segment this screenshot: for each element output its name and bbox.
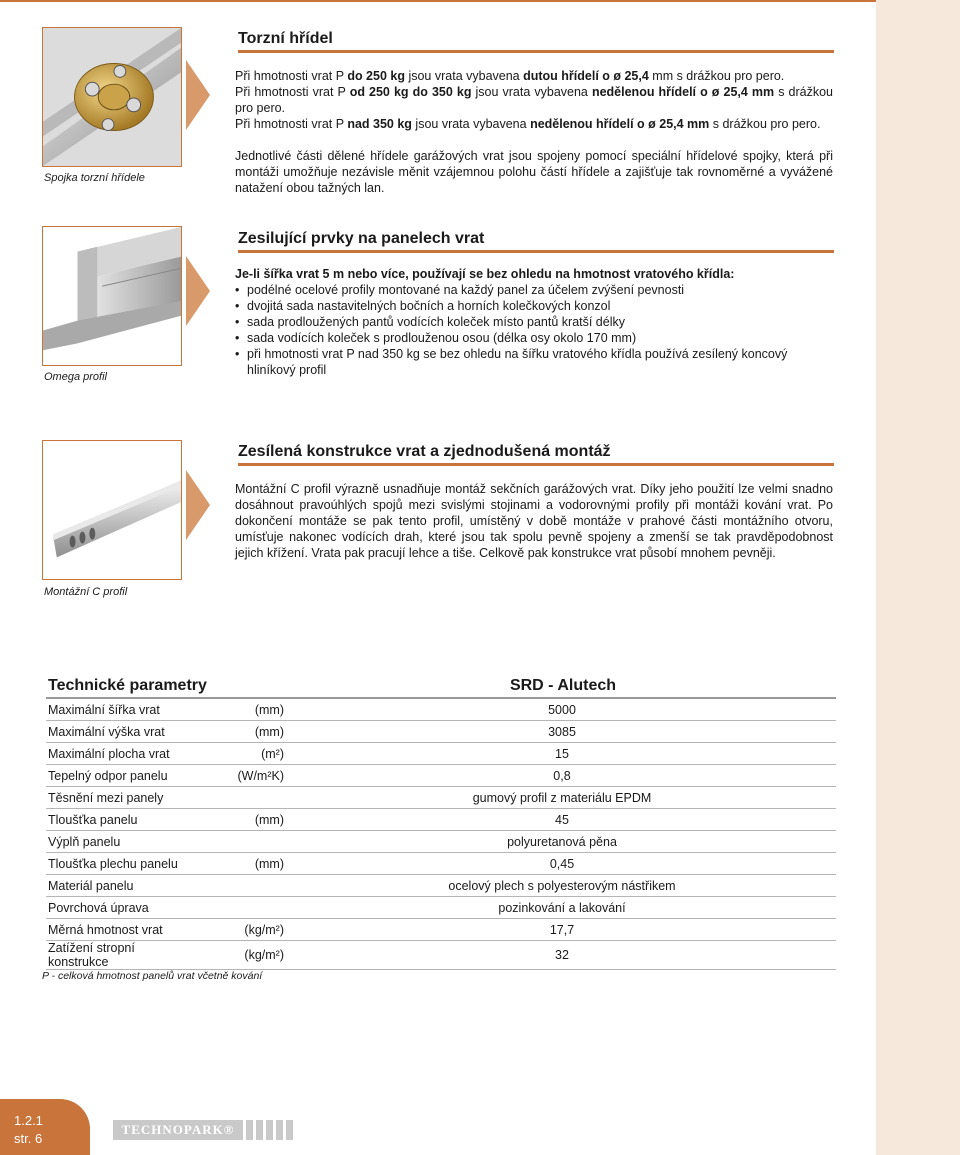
list-item: • sada vodících koleček s prodlouženou osou (délka osy okolo 170 mm) (235, 330, 833, 346)
section-number: 1.2.1 (14, 1113, 43, 1128)
param-label: Těsnění mezi panely (46, 787, 200, 809)
param-unit: (kg/m²) (200, 941, 288, 970)
section-title-shaft: Torzní hřídel (238, 30, 834, 53)
shaft-rule-1: Při hmotnosti vrat P do 250 kg jsou vrata vybavena dutou hřídelí o ø 25,4 mm s drážkou pro pero. (235, 69, 785, 83)
param-label: Zatížení stropní konstrukce (46, 941, 200, 970)
arrow-right-icon (186, 60, 210, 130)
tech-params-table (46, 674, 836, 970)
table-row (46, 809, 836, 831)
mount-description: Montážní C profil výrazně usnadňuje montáž sekčních garážových vrat. Díky jeho použití lze velmi snadno dosáhnout pravoúhlých spojů mezi svislými stojinami a vodorovnými profily při montáži kování vrat. Po dokončení montáže se pak tento profil, umístěný v době montáže v prahové části montážního otvoru, umísťuje nakonec vodících drah, které jsou tak spolu pevně spojeny a zmenší se tak pravděpodobnost jejich křížení. Vrata pak pracují lehce a tiše. Celkově pak konstrukce vrat působí mnohem pevněji. (235, 482, 833, 560)
param-unit (200, 831, 288, 853)
param-value: ocelový plech s polyesterovým nástřikem (288, 875, 836, 897)
param-unit: (mm) (200, 721, 288, 743)
table-row (46, 743, 836, 765)
param-value: 17,7 (288, 919, 836, 941)
param-unit (200, 897, 288, 919)
table-row (46, 875, 836, 897)
param-label: Tloušťka plechu panelu (46, 853, 200, 875)
table-row (46, 787, 836, 809)
param-label: Maximální šířka vrat (46, 698, 200, 721)
param-unit (200, 787, 288, 809)
shaft-rule-2: Při hmotnosti vrat P od 250 kg do 350 kg jsou vrata vybavena nedělenou hřídelí o ø 25,4 mm s drážkou pro pero. (235, 85, 833, 115)
table-row (46, 765, 836, 787)
param-value: 15 (288, 743, 836, 765)
arrow-right-icon (186, 470, 210, 540)
table-row (46, 853, 836, 875)
reinforce-intro: Je-li šířka vrat 5 m nebo více, používají se bez ohledu na hmotnost vratového křídla: (235, 267, 735, 281)
section-title-reinforce: Zesilující prvky na panelech vrat (238, 230, 834, 253)
param-label: Měrná hmotnost vrat (46, 919, 200, 941)
table-row (46, 721, 836, 743)
table-row (46, 897, 836, 919)
page-number-tab (0, 1099, 90, 1155)
param-value: 5000 (288, 698, 836, 721)
param-unit: (mm) (200, 698, 288, 721)
param-label: Výplň panelu (46, 831, 200, 853)
param-label: Maximální plocha vrat (46, 743, 200, 765)
param-unit (200, 875, 288, 897)
shaft-coupling-photo (42, 27, 182, 167)
param-label: Materiál panelu (46, 875, 200, 897)
footnote: P - celková hmotnost panelů vrat včetně kování (42, 970, 263, 982)
arrow-right-icon (186, 256, 210, 326)
param-label: Tepelný odpor panelu (46, 765, 200, 787)
table-header-row (46, 674, 836, 698)
param-value: 0,45 (288, 853, 836, 875)
param-value: gumový profil z materiálu EPDM (288, 787, 836, 809)
mounting-c-profile-photo (42, 440, 182, 580)
table-header-label: Technické parametry (46, 674, 288, 698)
table-header-model: SRD - Alutech (288, 674, 836, 698)
brand-stripes (246, 1120, 293, 1140)
table-row (46, 941, 836, 970)
list-item: • dvojitá sada nastavitelných bočních a horních kolečkových konzol (235, 298, 833, 314)
param-label: Maximální výška vrat (46, 721, 200, 743)
reinforce-list (235, 282, 833, 378)
top-rule (0, 0, 876, 2)
param-unit: (mm) (200, 809, 288, 831)
omega-profile-caption: Omega profil (44, 371, 107, 383)
param-unit: (W/m²K) (200, 765, 288, 787)
param-label: Povrchová úprava (46, 897, 200, 919)
shaft-weight-rules (235, 68, 833, 132)
param-value: pozinkování a lakování (288, 897, 836, 919)
section-title-mount: Zesílená konstrukce vrat a zjednodušená montáž (238, 443, 834, 466)
right-margin-band (876, 0, 960, 1155)
param-label: Tloušťka panelu (46, 809, 200, 831)
param-unit: (m²) (200, 743, 288, 765)
param-value: polyuretanová pěna (288, 831, 836, 853)
param-value: 32 (288, 941, 836, 970)
shaft-description: Jednotlivé části dělené hřídele garážových vrat jsou spojeny pomocí speciální hřídelové spojky, která při montáži umožňuje nezávisle měnit vzájemnou polohu částí hřídele a zajišťuje tak rovnoměrné a vyvážené natažení obou tažných lan. (235, 149, 833, 195)
param-value: 3085 (288, 721, 836, 743)
shaft-rule-3: Při hmotnosti vrat P nad 350 kg jsou vrata vybavena nedělenou hřídelí o ø 25,4 mm s drážkou pro pero. (235, 117, 821, 131)
shaft-coupling-caption: Spojka torzní hřídele (44, 172, 145, 184)
param-value: 0,8 (288, 765, 836, 787)
list-item: • při hmotnosti vrat P nad 350 kg se bez ohledu na šířku vratového křídla používá zesílený koncový hliníkový profil (235, 346, 833, 378)
table-row (46, 698, 836, 721)
table-row (46, 919, 836, 941)
page-number: str. 6 (14, 1131, 43, 1146)
table-row (46, 831, 836, 853)
mounting-c-profile-caption: Montážní C profil (44, 586, 128, 598)
param-value: 45 (288, 809, 836, 831)
param-unit: (mm) (200, 853, 288, 875)
list-item: • podélné ocelové profily montované na každý panel za účelem zvýšení pevnosti (235, 282, 833, 298)
brand-logo: TECHNOPARK® (113, 1120, 243, 1140)
param-unit: (kg/m²) (200, 919, 288, 941)
omega-profile-photo (42, 226, 182, 366)
list-item: • sada prodloužených pantů vodících koleček místo pantů kratší délky (235, 314, 833, 330)
